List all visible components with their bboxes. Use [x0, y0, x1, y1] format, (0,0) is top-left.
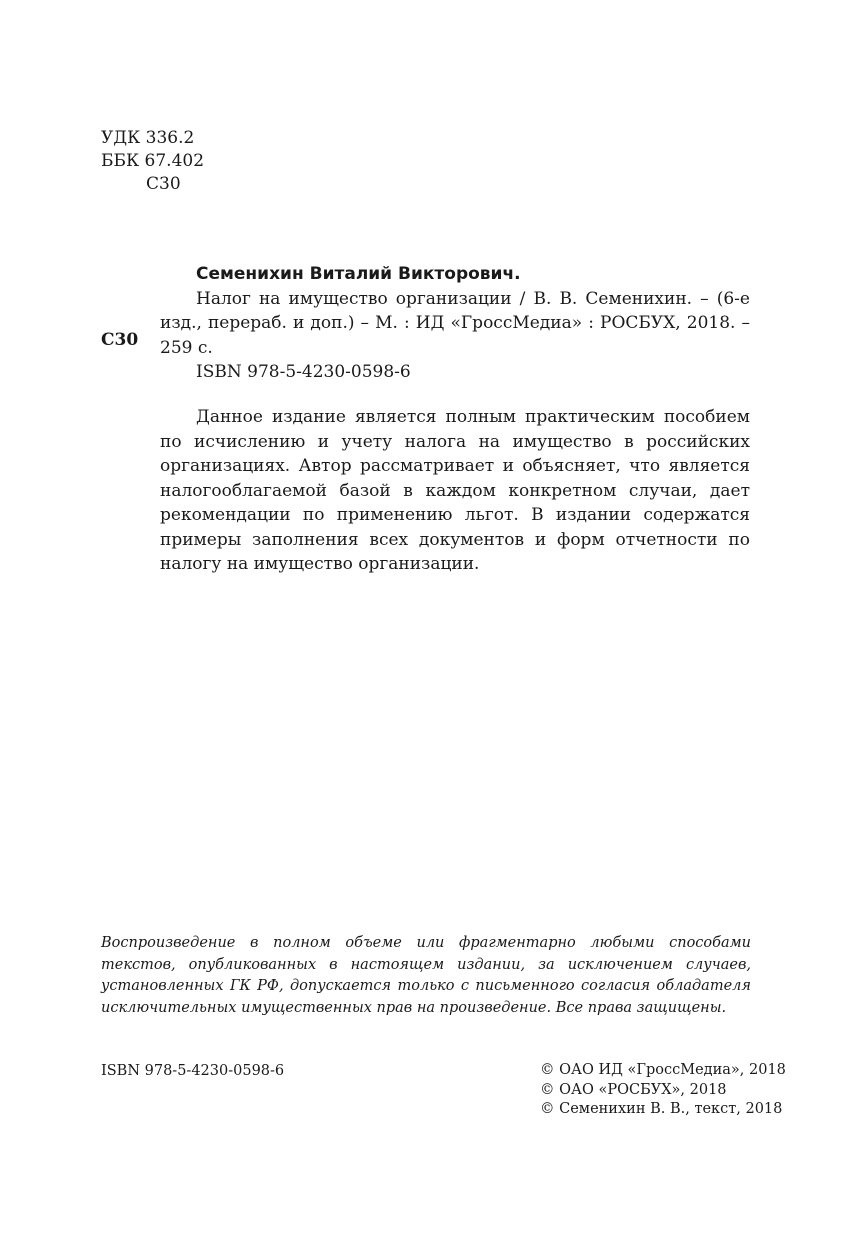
author-mark: С30 — [146, 174, 181, 194]
copyright-line: © ОАО «РОСБУХ», 2018 — [540, 1081, 727, 1098]
copyright-line: © Семенихин В. В., текст, 2018 — [540, 1101, 783, 1117]
author-sign: С30 — [101, 330, 139, 350]
book-description: Налог на имущество организации / В. В. Семенихин. – (6-е изд., перераб. и доп.) – М. : ИД «ГроссМедиа» : РОСБУХ, 2018. – 259 с. — [160, 288, 750, 358]
annotation: Данное издание является полным практическим пособием по исчислению и учету налога на имущество в российских организациях. Автор рассматривает и объясняет, что является налогооблагаемой базой в каждом конкретном случаи, дает рекомендации по применению льгот. В издании содержатся примеры заполнения всех документов и форм отчетности по налогу на имущество организации. — [160, 407, 750, 574]
footer-isbn: ISBN 978-5-4230-0598-6 — [101, 1063, 285, 1079]
udk-code: УДК 336.2 — [101, 128, 195, 148]
copyright-list — [540, 1061, 786, 1120]
copyright-line: © ОАО ИД «ГроссМедиа», 2018 — [540, 1062, 786, 1078]
book-isbn: ISBN 978-5-4230-0598-6 — [196, 362, 411, 382]
classification-codes — [101, 127, 204, 196]
bbk-code: ББК 67.402 — [101, 151, 205, 171]
author-name: Семенихин Виталий Викторович. — [196, 264, 521, 284]
bibliographic-record — [160, 262, 750, 385]
copyright-notice: Воспроизведение в полном объеме или фрагментарно любыми способами текстов, опубликованных в настоящем издании, за исключением случаев, установленных ГК РФ, допускается только с письменного согласия обладателя исключительных имущественных прав на произведение. Все права защищены. — [101, 935, 751, 1016]
